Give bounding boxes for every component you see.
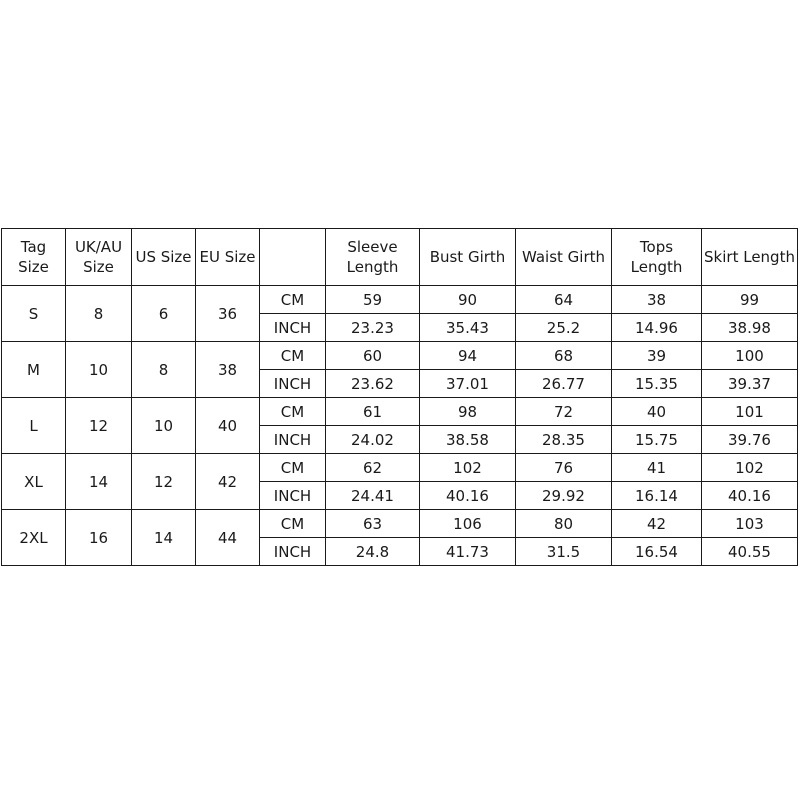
table-row <box>2 286 798 314</box>
sleeve-cm-cell: 59 <box>326 286 420 314</box>
tag-size-cell: 2XL <box>2 510 66 566</box>
waist-cm-cell: 68 <box>516 342 612 370</box>
skirt-cm-cell: 100 <box>702 342 798 370</box>
bust-inch-cell: 37.01 <box>420 370 516 398</box>
bust-inch-cell: 41.73 <box>420 538 516 566</box>
bust-cm-cell: 90 <box>420 286 516 314</box>
bust-inch-cell: 40.16 <box>420 482 516 510</box>
skirt-cm-cell: 103 <box>702 510 798 538</box>
waist-inch-cell: 28.35 <box>516 426 612 454</box>
unit-cell: CM <box>260 510 326 538</box>
sleeve-cm-cell: 60 <box>326 342 420 370</box>
header-tops-length: Tops Length <box>612 229 702 286</box>
header-sleeve-length: Sleeve Length <box>326 229 420 286</box>
us-size-cell: 8 <box>132 342 196 398</box>
tops-inch-cell: 14.96 <box>612 314 702 342</box>
us-size-cell: 12 <box>132 454 196 510</box>
sleeve-inch-cell: 24.02 <box>326 426 420 454</box>
bust-cm-cell: 98 <box>420 398 516 426</box>
tag-size-cell: XL <box>2 454 66 510</box>
header-unit <box>260 229 326 286</box>
header-eu-size: EU Size <box>196 229 260 286</box>
skirt-cm-cell: 99 <box>702 286 798 314</box>
eu-size-cell: 36 <box>196 286 260 342</box>
sleeve-inch-cell: 24.8 <box>326 538 420 566</box>
tag-size-cell: S <box>2 286 66 342</box>
sleeve-cm-cell: 61 <box>326 398 420 426</box>
header-us-size: US Size <box>132 229 196 286</box>
bust-cm-cell: 102 <box>420 454 516 482</box>
tops-inch-cell: 15.35 <box>612 370 702 398</box>
waist-cm-cell: 64 <box>516 286 612 314</box>
uk-au-size-cell: 16 <box>66 510 132 566</box>
bust-cm-cell: 106 <box>420 510 516 538</box>
eu-size-cell: 42 <box>196 454 260 510</box>
tops-inch-cell: 16.54 <box>612 538 702 566</box>
us-size-cell: 14 <box>132 510 196 566</box>
header-row <box>2 229 798 286</box>
skirt-inch-cell: 40.16 <box>702 482 798 510</box>
eu-size-cell: 40 <box>196 398 260 454</box>
waist-cm-cell: 80 <box>516 510 612 538</box>
unit-cell: CM <box>260 454 326 482</box>
unit-cell: CM <box>260 398 326 426</box>
uk-au-size-cell: 12 <box>66 398 132 454</box>
uk-au-size-cell: 14 <box>66 454 132 510</box>
tops-cm-cell: 39 <box>612 342 702 370</box>
unit-cell: INCH <box>260 538 326 566</box>
tag-size-cell: L <box>2 398 66 454</box>
sleeve-inch-cell: 24.41 <box>326 482 420 510</box>
header-tag-size: Tag Size <box>2 229 66 286</box>
table-row <box>2 342 798 370</box>
header-uk-au-size: UK/AU Size <box>66 229 132 286</box>
header-bust-girth: Bust Girth <box>420 229 516 286</box>
tops-cm-cell: 38 <box>612 286 702 314</box>
unit-cell: CM <box>260 342 326 370</box>
waist-inch-cell: 26.77 <box>516 370 612 398</box>
header-waist-girth: Waist Girth <box>516 229 612 286</box>
waist-cm-cell: 72 <box>516 398 612 426</box>
bust-inch-cell: 35.43 <box>420 314 516 342</box>
sleeve-inch-cell: 23.23 <box>326 314 420 342</box>
skirt-cm-cell: 101 <box>702 398 798 426</box>
size-chart-table <box>1 228 798 566</box>
unit-cell: CM <box>260 286 326 314</box>
table-row <box>2 454 798 482</box>
waist-inch-cell: 25.2 <box>516 314 612 342</box>
waist-cm-cell: 76 <box>516 454 612 482</box>
tag-size-cell: M <box>2 342 66 398</box>
skirt-inch-cell: 40.55 <box>702 538 798 566</box>
us-size-cell: 6 <box>132 286 196 342</box>
tops-inch-cell: 15.75 <box>612 426 702 454</box>
uk-au-size-cell: 8 <box>66 286 132 342</box>
header-skirt-length: Skirt Length <box>702 229 798 286</box>
skirt-inch-cell: 39.37 <box>702 370 798 398</box>
skirt-cm-cell: 102 <box>702 454 798 482</box>
tops-cm-cell: 40 <box>612 398 702 426</box>
skirt-inch-cell: 38.98 <box>702 314 798 342</box>
unit-cell: INCH <box>260 314 326 342</box>
unit-cell: INCH <box>260 482 326 510</box>
bust-inch-cell: 38.58 <box>420 426 516 454</box>
waist-inch-cell: 31.5 <box>516 538 612 566</box>
uk-au-size-cell: 10 <box>66 342 132 398</box>
sleeve-cm-cell: 63 <box>326 510 420 538</box>
skirt-inch-cell: 39.76 <box>702 426 798 454</box>
table-row <box>2 398 798 426</box>
sleeve-cm-cell: 62 <box>326 454 420 482</box>
eu-size-cell: 38 <box>196 342 260 398</box>
bust-cm-cell: 94 <box>420 342 516 370</box>
size-table-body <box>2 286 798 566</box>
tops-cm-cell: 42 <box>612 510 702 538</box>
tops-cm-cell: 41 <box>612 454 702 482</box>
tops-inch-cell: 16.14 <box>612 482 702 510</box>
sleeve-inch-cell: 23.62 <box>326 370 420 398</box>
unit-cell: INCH <box>260 426 326 454</box>
eu-size-cell: 44 <box>196 510 260 566</box>
us-size-cell: 10 <box>132 398 196 454</box>
waist-inch-cell: 29.92 <box>516 482 612 510</box>
table-row <box>2 510 798 538</box>
unit-cell: INCH <box>260 370 326 398</box>
